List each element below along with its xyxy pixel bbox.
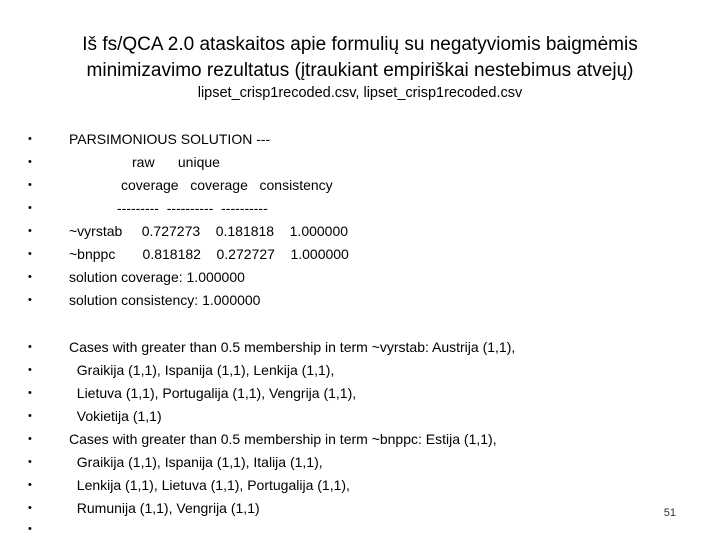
bullet-dot: • (28, 202, 32, 214)
bullet-text: ~vyrstab 0.727273 0.181818 1.000000 (69, 223, 349, 239)
bullet-item (0, 518, 700, 541)
bullet-item (0, 359, 700, 382)
page-number: 51 (663, 507, 676, 519)
bullet-item (0, 128, 700, 151)
bullet-dot: • (28, 479, 32, 491)
bullet-item (0, 428, 700, 451)
bullet-text: coverage coverage consistency (121, 177, 333, 193)
bullet-item (0, 289, 700, 312)
bullet-dot: • (28, 364, 32, 376)
bullet-text: Lenkija (1,1), Lietuva (1,1), Portugalija (1,1), (69, 477, 350, 493)
bullet-dot: • (28, 271, 32, 283)
slide-title-line-1: Iš fs/QCA 2.0 ataskaitos apie formulių su negatyviomis baigmėmis (82, 34, 638, 55)
slide-title-line-2: minimizavimo rezultatus (įtraukiant empiriškai nestebimus atvejų) (86, 60, 634, 81)
bullet-text: --------- ---------- ---------- (117, 200, 268, 216)
bullet-item (0, 405, 700, 428)
bullet-item (0, 382, 700, 405)
bullet-text: PARSIMONIOUS SOLUTION --- (69, 131, 271, 147)
bullet-item (0, 451, 700, 474)
bullet-dot: • (28, 156, 32, 168)
bullet-text: Lietuva (1,1), Portugalija (1,1), Vengrija (1,1), (69, 385, 357, 401)
bullet-dot: • (28, 387, 32, 399)
bullet-item (0, 197, 700, 220)
bullet-dot: • (28, 410, 32, 422)
bullet-text: Cases with greater than 0.5 membership in term ~bnppc: Estija (1,1), (69, 431, 497, 447)
bullet-dot: • (28, 248, 32, 260)
bullet-dot: • (28, 341, 32, 353)
bullet-dot: • (28, 179, 32, 191)
bullet-text: Vokietija (1,1) (69, 408, 162, 424)
bullet-text: ~bnppc 0.818182 0.272727 1.000000 (69, 246, 349, 262)
bullet-item (0, 497, 700, 520)
bullet-item (0, 336, 700, 359)
bullet-text: Rumunija (1,1), Vengrija (1,1) (69, 500, 260, 516)
slide-subtitle: lipset_crisp1recoded.csv, lipset_crisp1recoded.csv (197, 85, 523, 101)
bullet-text: Graikija (1,1), Ispanija (1,1), Italija (1,1), (69, 454, 323, 470)
bullet-dot: • (28, 294, 32, 306)
bullet-item (0, 151, 700, 174)
bullet-item (0, 266, 700, 289)
bullet-text: solution coverage: 1.000000 (69, 269, 245, 285)
bullet-text: Graikija (1,1), Ispanija (1,1), Lenkija (1,1), (69, 362, 335, 378)
bullet-item (0, 474, 700, 497)
bullet-dot: • (28, 133, 32, 145)
bullet-dot: • (28, 502, 32, 514)
bullet-dot: • (28, 523, 32, 535)
bullet-dot: • (28, 456, 32, 468)
bullet-item (0, 220, 700, 243)
bullet-dot: • (28, 225, 32, 237)
bullet-text: Cases with greater than 0.5 membership in term ~vyrstab: Austrija (1,1), (69, 339, 516, 355)
bullet-item (0, 243, 700, 266)
bullet-text: solution consistency: 1.000000 (69, 292, 261, 308)
bullet-item (0, 174, 700, 197)
bullet-text: raw unique (132, 154, 220, 170)
bullet-dot: • (28, 433, 32, 445)
